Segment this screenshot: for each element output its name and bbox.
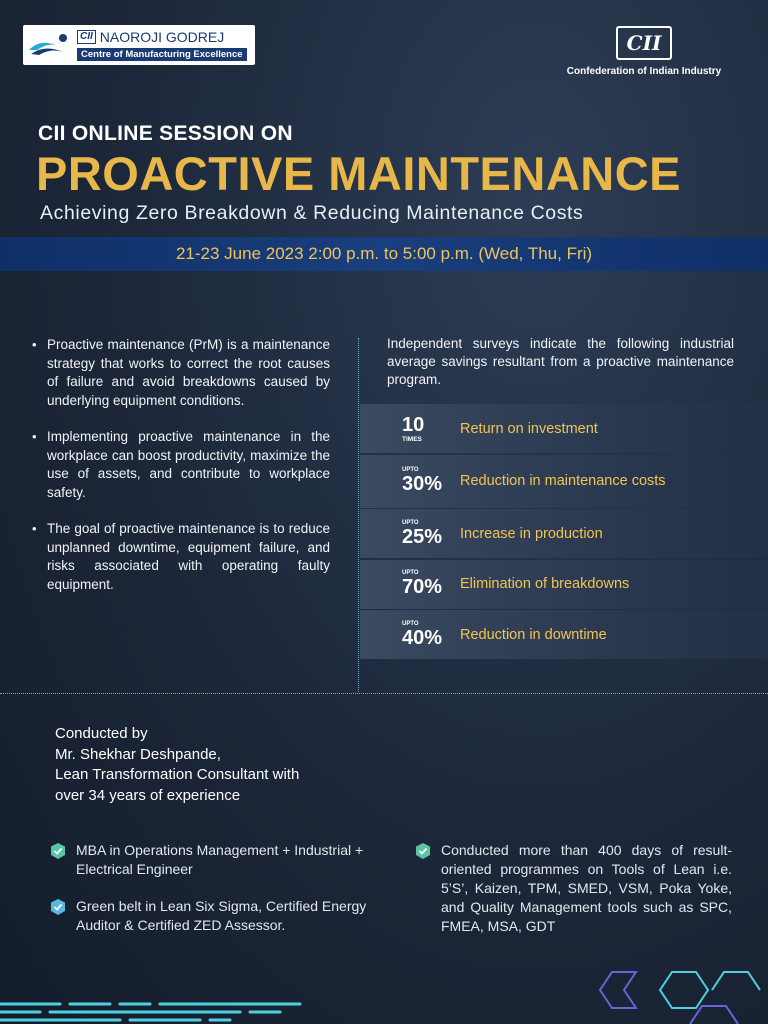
check-shield-icon (414, 842, 432, 860)
speaker-name: Mr. Shekhar Deshpande, (55, 745, 221, 763)
stat-row (360, 509, 768, 558)
stat-row (360, 610, 768, 659)
credential-item (49, 841, 399, 879)
partner-logo-subtitle: Centre of Manufacturing Excellence (77, 48, 247, 61)
bullet-item (32, 520, 330, 594)
bullet-item (32, 336, 330, 410)
date-text: 21-23 June 2023 2:00 p.m. to 5:00 p.m. (Wed, Thu, Fri) (175, 244, 593, 263)
stat-row (360, 455, 768, 508)
stat-value: 70% (402, 576, 443, 598)
stat-value: 40% (402, 626, 443, 649)
check-shield-icon (49, 898, 67, 916)
stat-label: Reduction in maintenance costs (460, 473, 666, 489)
bullet-dot: • (32, 337, 37, 352)
stat-label: Reduction in downtime (460, 626, 607, 643)
speaker-role: Lean Transformation Consultant with (55, 766, 300, 783)
description-bullets (32, 336, 330, 612)
credential-item (414, 841, 732, 936)
decorative-lines (0, 960, 768, 1024)
stat-suffix: TIMES (402, 436, 422, 443)
stat-value: 10 (402, 414, 425, 436)
bullet-dot: • (32, 429, 37, 444)
stat-row (360, 404, 768, 453)
stat-value: 25% (402, 525, 443, 548)
credential-item (49, 897, 379, 935)
stat-prefix: UPTO (402, 519, 419, 526)
naoroji-godrej-logo (23, 25, 255, 65)
speaker-intro: Conducted by (55, 725, 148, 742)
stat-label: Elimination of breakdowns (460, 576, 630, 592)
speaker-experience: over 34 years of experience (55, 786, 241, 804)
swoosh-icon (27, 28, 71, 62)
savings-stats (360, 404, 768, 661)
horizontal-divider (0, 693, 768, 694)
credential-text: Green belt in Lean Six Sigma, Certified Energy Auditor & Certified ZED Assessor. (76, 898, 367, 933)
cii-logo (554, 26, 734, 77)
cii-logo-name: Confederation of Indian Industry (566, 66, 722, 77)
date-banner (0, 237, 768, 271)
session-subtitle: Achieving Zero Breakdown & Reducing Maintenance Costs (40, 202, 584, 224)
speaker-info (55, 724, 299, 806)
vertical-divider (358, 338, 359, 692)
stat-label: Return on investment (460, 420, 598, 437)
stat-label: Increase in production (460, 525, 603, 542)
session-heading: CII ONLINE SESSION ON (38, 122, 293, 145)
bullet-text: The goal of proactive maintenance is to reduce unplanned downtime, equipment failure, and risks associated with operating faulty equipment. (47, 521, 330, 592)
credential-text: Conducted more than 400 days of result-oriented programmes on Tools of Lean i.e. 5’S’, Kaizen, TPM, SMED, VSM, Poka Yoke, and Quality Management tools such as SPC, FMEA, MSA, GDT (441, 842, 732, 934)
partner-logo-name: NAOROJI GODREJ (99, 29, 225, 45)
bullet-text: Proactive maintenance (PrM) is a maintenance strategy that works to correct the root causes of failure and avoid breakdowns caused by underlying equipment conditions. (47, 337, 330, 408)
credential-text: MBA in Operations Management + Industrial + Electrical Engineer (76, 842, 364, 877)
stat-value: 30% (402, 473, 443, 495)
survey-intro: Independent surveys indicate the following industrial average savings resultant from a proactive maintenance program. (387, 336, 734, 387)
bullet-item (32, 428, 330, 502)
stat-prefix: UPTO (402, 570, 419, 576)
stat-prefix: UPTO (402, 620, 419, 627)
session-title: PROACTIVE MAINTENANCE (36, 147, 682, 200)
check-shield-icon (49, 842, 67, 860)
bullet-dot: • (32, 521, 37, 536)
partner-logo-mark: CII (77, 30, 96, 44)
stat-prefix: UPTO (402, 467, 419, 473)
cii-logo-mark: CII (616, 26, 672, 60)
stat-row (360, 560, 768, 609)
bullet-text: Implementing proactive maintenance in the workplace can boost productivity, maximize the use of assets, and contribute to workplace safety. (47, 429, 330, 500)
